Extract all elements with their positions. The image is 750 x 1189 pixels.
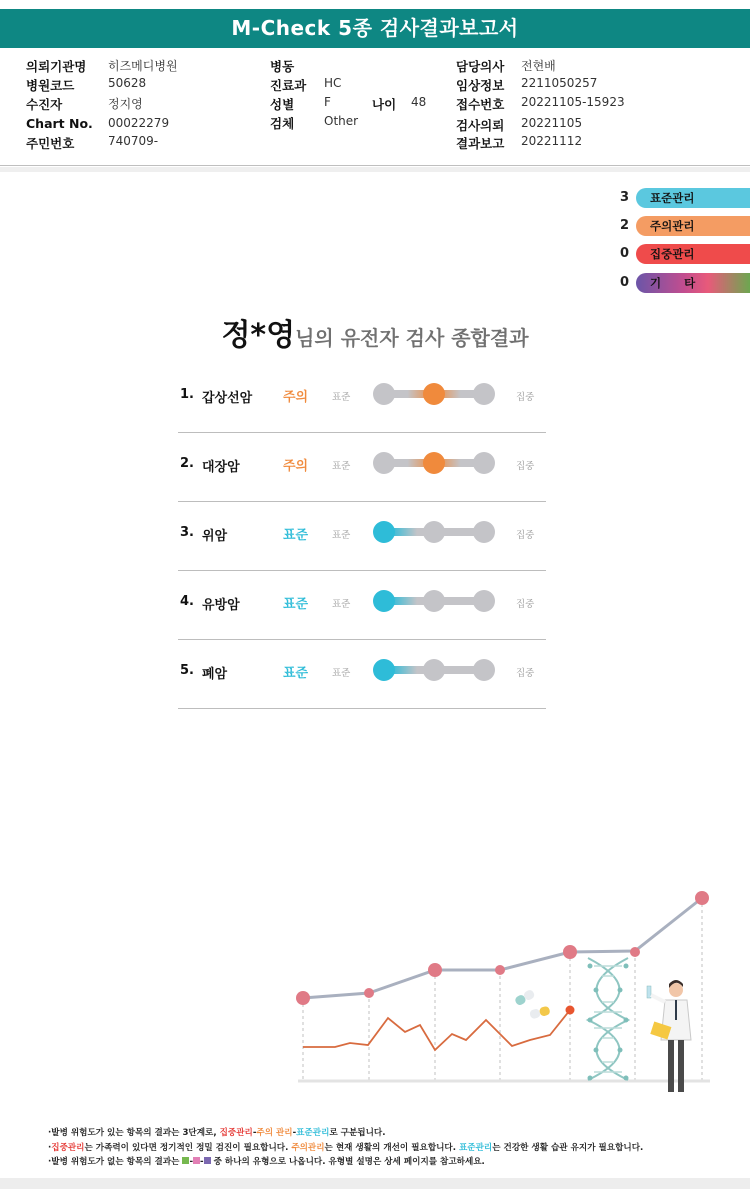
legend-pill: 기 타: [636, 273, 750, 293]
scale-node-active: [373, 659, 395, 681]
info-label: 병원코드: [26, 78, 75, 93]
note-text: -: [200, 1157, 204, 1167]
info-label: 수진자: [26, 97, 63, 112]
row-divider: [178, 570, 546, 571]
result-row: [178, 503, 546, 571]
scale-high-label: 집중: [516, 461, 535, 472]
age-value: 48: [411, 95, 427, 109]
scale-node: [473, 590, 495, 612]
footnote-2: [48, 1141, 738, 1156]
scale-low-label: 표준: [332, 668, 351, 679]
info-label: 임상정보: [456, 78, 505, 93]
header-divider: [0, 165, 750, 166]
result-row: [178, 641, 546, 709]
scale-node: [373, 452, 395, 474]
info-label: 검사의뢰: [456, 118, 505, 133]
note-text: 중 하나의 유형으로 나옵니다. 유형별 설명은 상세 페이지를 참고하세요.: [210, 1157, 485, 1167]
info-label: Chart No.: [26, 116, 93, 131]
header-divider-shadow: [0, 167, 750, 172]
info-label: 성별: [270, 97, 295, 112]
result-name: 유방암: [202, 598, 240, 613]
row-divider: [178, 639, 546, 640]
footnote-3: [48, 1155, 738, 1170]
risk-scale: [373, 382, 495, 406]
scale-low-label: 표준: [332, 392, 351, 403]
scale-low-label: 표준: [332, 530, 351, 541]
scale-high-label: 집중: [516, 392, 535, 403]
note-text: 는 현재 생활의 개선이 필요합니다.: [324, 1142, 459, 1153]
note-intensive: 집중관리: [219, 1128, 253, 1138]
info-label: 접수번호: [456, 97, 505, 112]
info-label: 결과보고: [456, 136, 505, 151]
result-number: 5.: [180, 663, 194, 678]
info-value: 20221105-15923: [521, 95, 625, 109]
scale-node: [423, 521, 445, 543]
scale-node: [473, 383, 495, 405]
footnote-1: [48, 1126, 738, 1141]
result-status: 표준: [283, 666, 309, 681]
note-standard: 표준관리: [296, 1128, 330, 1138]
row-divider: [178, 501, 546, 502]
pink-square-icon: [193, 1157, 200, 1164]
note-text: ·발병 위험도가 없는 항목의 결과는: [48, 1157, 183, 1167]
info-value: 740709-: [108, 134, 159, 148]
note-text: -: [189, 1157, 194, 1167]
note-caution: 주의 관리: [256, 1128, 293, 1138]
dna-chart-illustration: [290, 880, 730, 1100]
legend-pill: 표준관리: [636, 188, 750, 208]
info-label: 병동: [270, 59, 295, 74]
info-value: Other: [324, 114, 359, 128]
scale-high-label: 집중: [516, 530, 535, 541]
result-number: 1.: [180, 387, 194, 402]
legend-caution: [620, 216, 750, 236]
legend-standard: [620, 188, 750, 208]
result-number: 3.: [180, 525, 194, 540]
summary-title-text: 님의 유전자 검사 종합결과: [295, 326, 529, 350]
scale-node-active: [423, 383, 445, 405]
result-row: [178, 434, 546, 502]
info-value: 2211050257: [521, 76, 598, 90]
info-value: 20221112: [521, 134, 583, 148]
scale-high-label: 집중: [516, 599, 535, 610]
note-standard: 표준관리: [459, 1142, 493, 1153]
result-number: 2.: [180, 456, 194, 471]
patient-info: [0, 50, 750, 165]
scale-node-active: [373, 521, 395, 543]
result-status: 주의: [283, 459, 309, 474]
legend-count: 3: [620, 190, 630, 205]
scale-node: [473, 452, 495, 474]
summary-title: [0, 310, 750, 354]
scale-high-label: 집중: [516, 668, 535, 679]
result-row: [178, 365, 546, 433]
note-text: 로 구분됩니다.: [329, 1128, 386, 1138]
info-label: 진료과: [270, 78, 307, 93]
risk-scale: [373, 589, 495, 613]
report-title: M-Check 5종 검사결과보고서: [0, 9, 750, 48]
footnotes: [48, 1126, 738, 1170]
info-value: 전현배: [521, 59, 556, 73]
info-label: 의뢰기관명: [26, 59, 87, 74]
result-status: 주의: [283, 390, 309, 405]
info-value: 50628: [108, 76, 147, 90]
risk-scale: [373, 658, 495, 682]
result-name: 폐암: [202, 667, 228, 682]
legend-other: [620, 273, 750, 293]
scale-node: [473, 659, 495, 681]
legend-intensive: [620, 244, 750, 264]
result-name: 위암: [202, 529, 228, 544]
result-row: [178, 572, 546, 640]
scale-low-label: 표준: [332, 599, 351, 610]
result-name: 갑상선암: [202, 391, 253, 406]
info-value: 히즈메디병원: [108, 59, 178, 73]
legend-count: 0: [620, 275, 630, 290]
scale-low-label: 표준: [332, 461, 351, 472]
info-value: HC: [324, 76, 342, 90]
row-divider: [178, 708, 546, 709]
note-caution: 주의관리: [291, 1142, 325, 1153]
scale-node: [423, 659, 445, 681]
info-label: 검체: [270, 116, 295, 131]
info-value: 정지영: [108, 97, 143, 111]
legend-pill: 주의관리: [636, 216, 750, 236]
legend-count: 0: [620, 246, 630, 261]
note-text: -: [252, 1128, 257, 1138]
note-text: 는 건강한 생활 습관 유지가 필요합니다.: [492, 1142, 644, 1153]
row-divider: [178, 432, 546, 433]
scale-node: [373, 383, 395, 405]
patient-name: 정*영: [221, 318, 296, 353]
note-text: ·발병 위험도가 있는 항목의 결과는 3단계로,: [48, 1128, 220, 1138]
scale-node: [473, 521, 495, 543]
info-value: 00022279: [108, 116, 170, 130]
footer-bar: [0, 1178, 750, 1189]
info-value: F: [324, 95, 331, 109]
age-label: 나이: [372, 97, 397, 112]
legend-pill: 집중관리: [636, 244, 750, 264]
info-value: 20221105: [521, 116, 583, 130]
risk-scale: [373, 451, 495, 475]
scale-node-active: [423, 452, 445, 474]
info-label: 주민번호: [26, 136, 75, 151]
result-status: 표준: [283, 528, 309, 543]
result-status: 표준: [283, 597, 309, 612]
legend-count: 2: [620, 218, 630, 233]
scale-node: [423, 590, 445, 612]
result-name: 대장암: [202, 460, 240, 475]
result-number: 4.: [180, 594, 194, 609]
note-text: 는 가족력이 있다면 정기적인 정밀 검진이 필요합니다.: [84, 1142, 292, 1153]
info-label: 담당의사: [456, 59, 505, 74]
scale-node-active: [373, 590, 395, 612]
note-text: ·: [48, 1142, 52, 1153]
purple-square-icon: [204, 1157, 211, 1164]
note-intensive: 집중관리: [51, 1142, 85, 1153]
risk-scale: [373, 520, 495, 544]
note-text: -: [292, 1128, 297, 1138]
